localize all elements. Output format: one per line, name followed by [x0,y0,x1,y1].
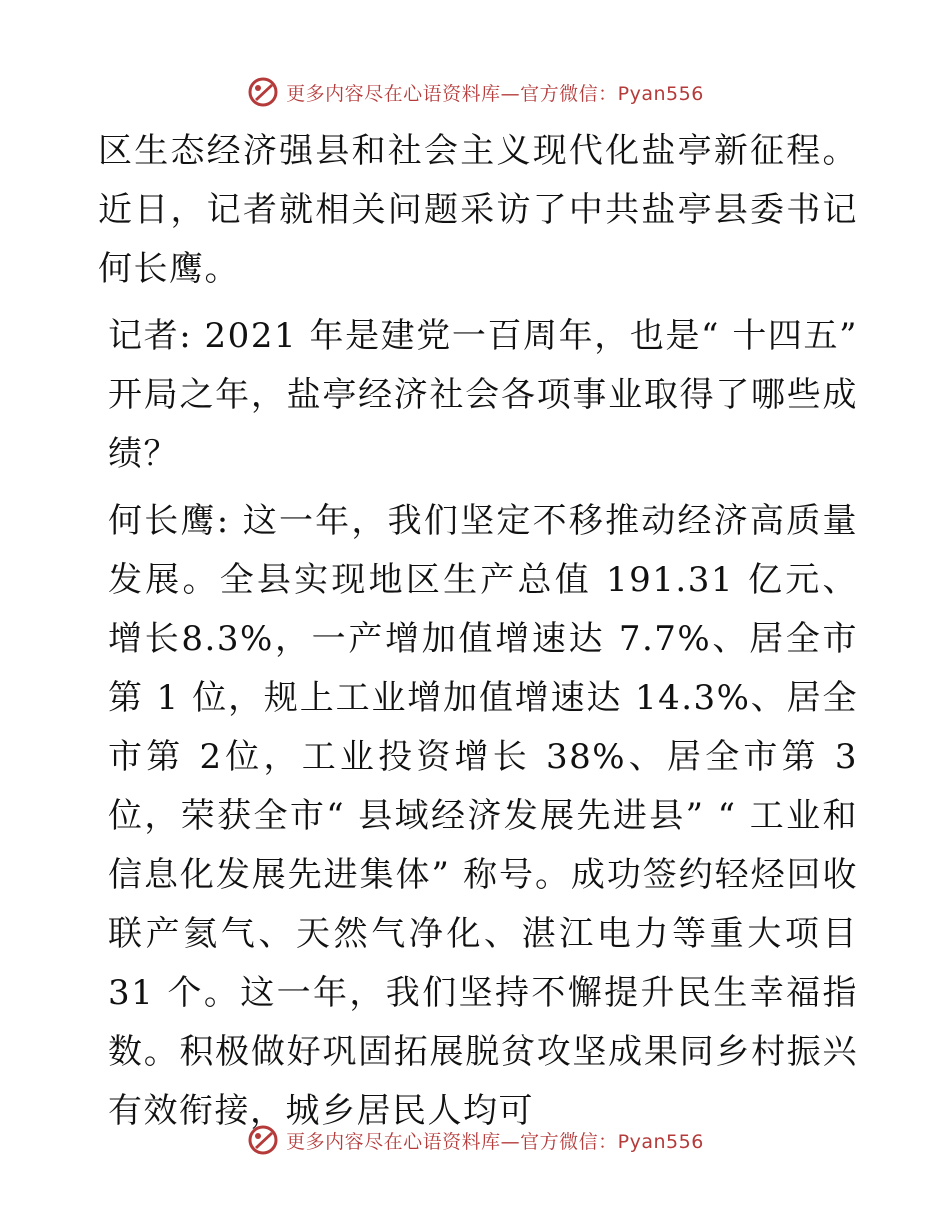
watermark-logo-icon [246,75,280,109]
watermark-text: 更多内容尽在心语资料库—官方微信：Pyan556 [286,1130,704,1153]
watermark-logo-icon [246,1123,280,1157]
paragraph-answer: 何长鹰: 这一年，我们坚定不移推动经济高质量发展。全县实现地区生产总值 191.31 亿元、增长8.3%，一产增加值增速达 7.7%、居全市第 1 位，规上工业增加值增速达 14.3%、居全市第 2位，工业投资增长 38%、居全市第 3 位，荣获全市“ 县域经济发展先进县” “ 工业和信息化发展先进集体” 称号。成功签约轻烃回收联产氦气、天然气净化、湛江电力等重大项目 31 个。这一年，我们坚持不懈提升民生幸福指数。积极做好巩固拓展脱贫攻坚成果同乡村振兴有效衔接，城乡居民人均可 [108,501,858,1131]
document-body [98,122,858,1141]
footer-watermark [0,1120,950,1160]
header-watermark [0,72,950,112]
paragraph-intro: 区生态经济强县和社会主义现代化盐亭新征程。近日，记者就相关问题采访了中共盐亭县委书记何长鹰。 [98,131,858,289]
paragraph-question: 记者: 2021 年是建党一百周年，也是“ 十四五” 开局之年，盐亭经济社会各项事业取得了哪些成绩？ [108,316,858,474]
watermark-text: 更多内容尽在心语资料库—官方微信：Pyan556 [286,82,704,105]
